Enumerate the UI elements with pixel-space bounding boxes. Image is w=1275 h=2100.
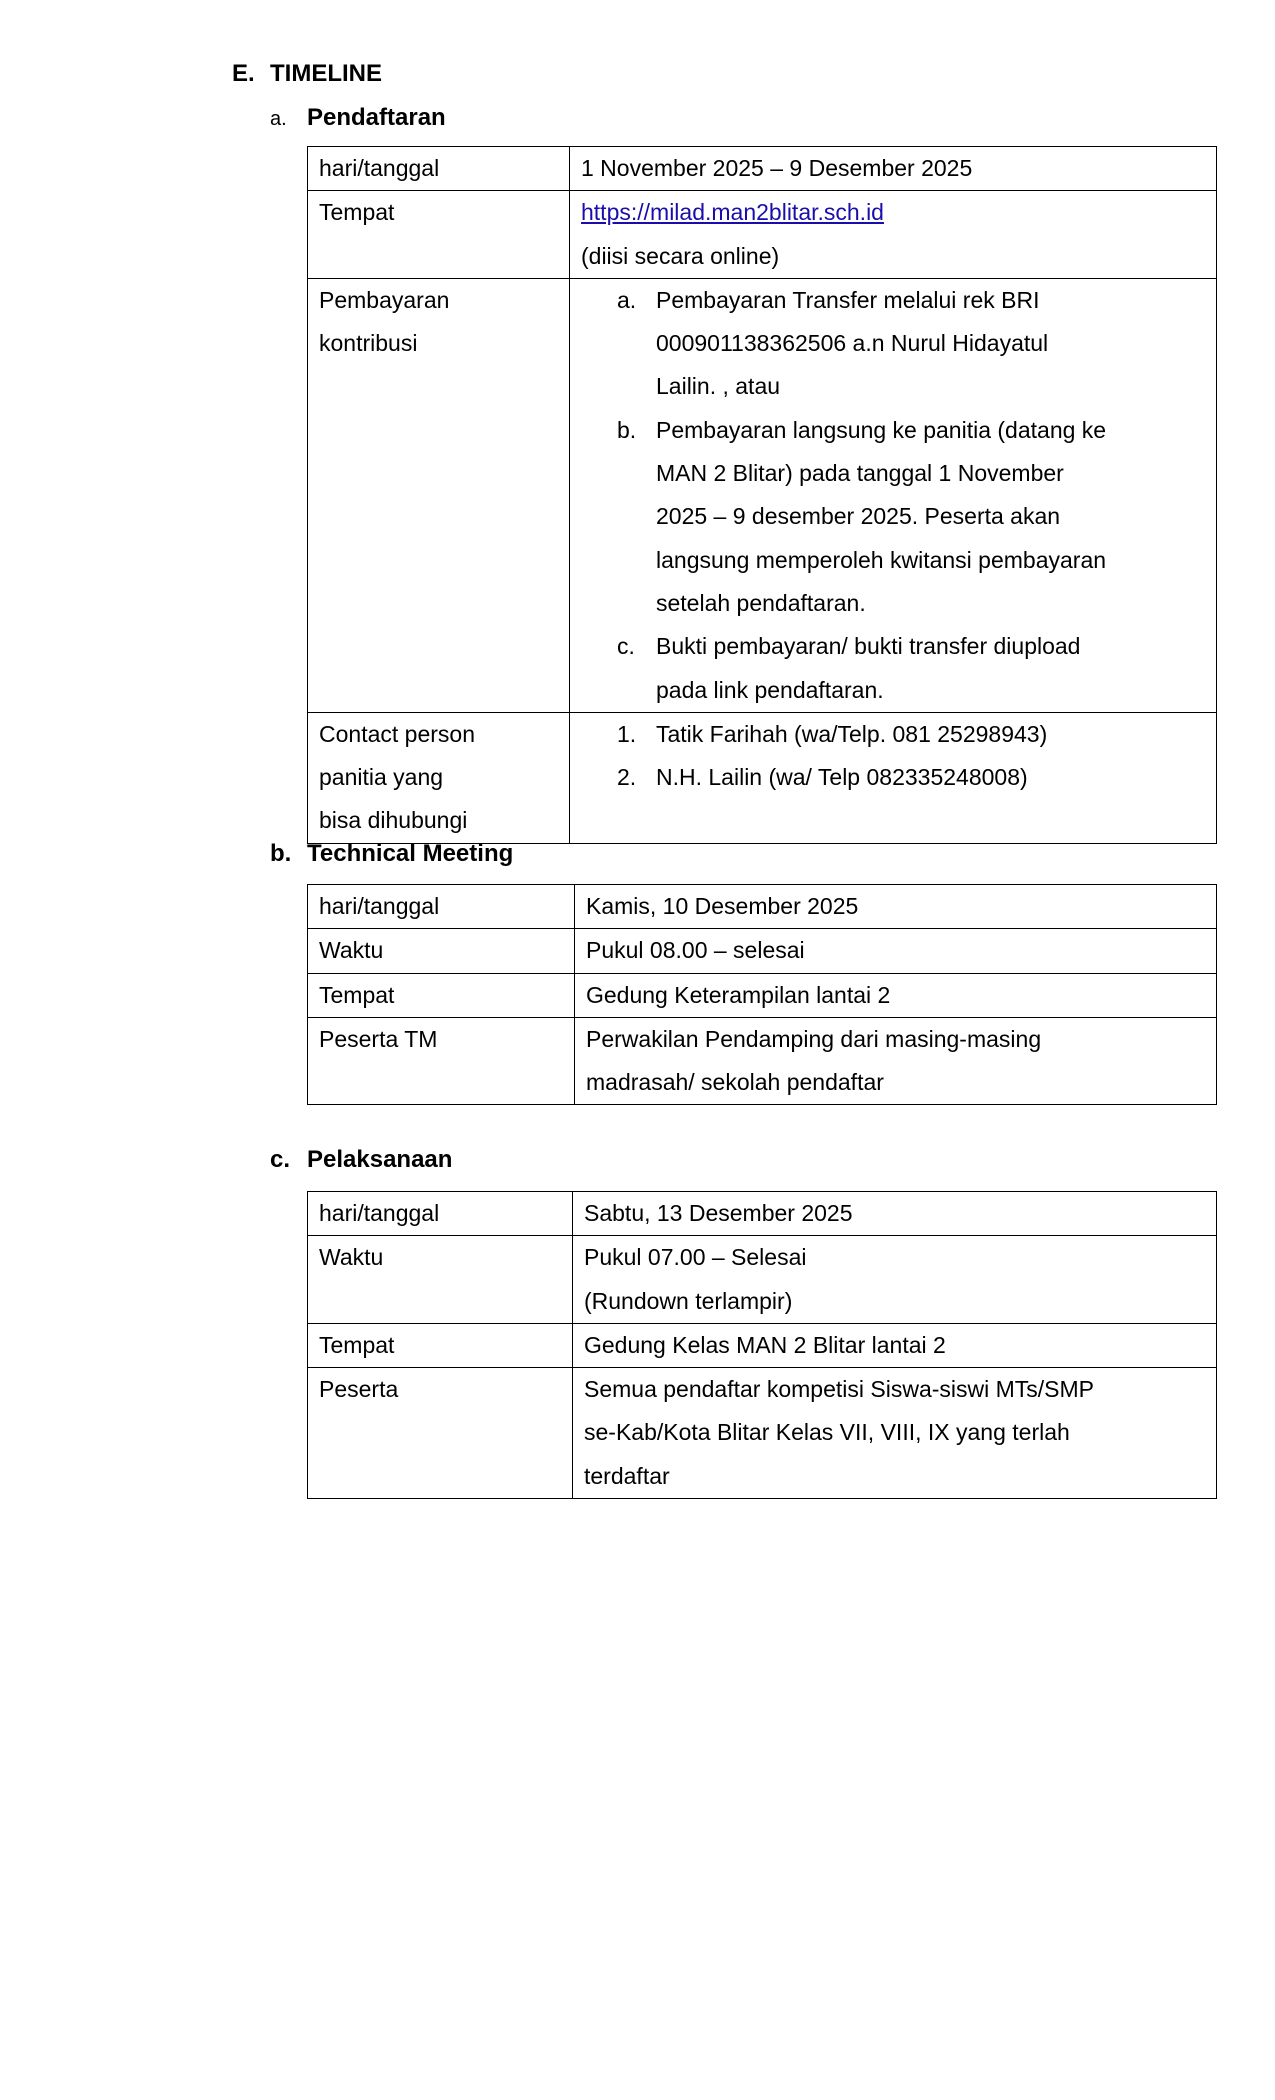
- pendaftaran-table: [307, 146, 1217, 844]
- participant-cell: [575, 1017, 1217, 1105]
- payment-label: [308, 278, 570, 712]
- registration-link[interactable]: https://milad.man2blitar.sch.id: [581, 199, 884, 226]
- time-label: Waktu: [308, 1236, 573, 1324]
- date-label: hari/tanggal: [308, 147, 570, 191]
- list-marker: 1.: [617, 720, 637, 747]
- pendaftaran-number: a.: [270, 108, 287, 130]
- pelaksanaan-table: [307, 1191, 1217, 1499]
- pelaksanaan-title: Pelaksanaan: [307, 1146, 453, 1173]
- list-marker: c.: [617, 633, 635, 660]
- place-label: Tempat: [308, 191, 570, 279]
- date-value: Kamis, 10 Desember 2025: [575, 885, 1217, 929]
- place-label: Tempat: [308, 973, 575, 1017]
- contact-label-line: bisa dihubungi: [319, 807, 468, 834]
- contact-person: Tatik Farihah (wa/Telp. 081 25298943): [656, 720, 1048, 747]
- list-item: [581, 756, 1205, 799]
- table-row: [308, 1192, 1217, 1236]
- table-row: [308, 278, 1217, 712]
- participant-line: se-Kab/Kota Blitar Kelas VII, VIII, IX yang terlah: [584, 1419, 1070, 1446]
- table-row: [308, 929, 1217, 973]
- payment-cell: [570, 278, 1217, 712]
- contact-person: N.H. Lailin (wa/ Telp 082335248008): [656, 764, 1028, 791]
- date-label: hari/tanggal: [308, 885, 575, 929]
- list-line: 2025 – 9 desember 2025. Peserta akan: [656, 503, 1061, 530]
- contact-label-line: panitia yang: [319, 764, 444, 791]
- list-marker: 2.: [617, 764, 637, 791]
- pendaftaran-title: Pendaftaran: [307, 104, 446, 131]
- participant-line: Semua pendaftar kompetisi Siswa-siswi MTs/SMP: [584, 1376, 1094, 1403]
- list-line: 000901138362506 a.n Nurul Hidayatul: [656, 330, 1049, 357]
- list-item: [581, 279, 1205, 409]
- table-row: [308, 885, 1217, 929]
- place-value: Gedung Keterampilan lantai 2: [575, 973, 1217, 1017]
- place-value: Gedung Kelas MAN 2 Blitar lantai 2: [573, 1323, 1217, 1367]
- list-line: pada link pendaftaran.: [656, 676, 884, 703]
- table-row: [308, 973, 1217, 1017]
- payment-label-line: Pembayaran: [319, 286, 450, 313]
- list-marker: b.: [617, 416, 637, 443]
- time-label: Waktu: [308, 929, 575, 973]
- contact-label: [308, 712, 570, 843]
- date-value: 1 November 2025 – 9 Desember 2025: [570, 147, 1217, 191]
- section-number: E.: [232, 60, 255, 87]
- payment-list: [581, 279, 1205, 712]
- contact-label-line: Contact person: [319, 720, 475, 747]
- place-cell: [570, 191, 1217, 279]
- table-row: [308, 1323, 1217, 1367]
- participant-line: madrasah/ sekolah pendaftar: [586, 1069, 884, 1096]
- pelaksanaan-number: c.: [270, 1146, 291, 1173]
- section-title: TIMELINE: [270, 60, 382, 87]
- technical-meeting-table: [307, 884, 1217, 1105]
- contact-list: [581, 713, 1205, 800]
- participant-line: terdaftar: [584, 1462, 670, 1489]
- place-label: Tempat: [308, 1323, 573, 1367]
- table-row: [308, 712, 1217, 843]
- participant-cell: [573, 1368, 1217, 1499]
- participant-label: Peserta: [308, 1368, 573, 1499]
- list-line: Pembayaran Transfer melalui rek BRI: [656, 286, 1040, 313]
- table-row: [308, 1368, 1217, 1499]
- table-row: [308, 147, 1217, 191]
- section-heading: [232, 58, 382, 90]
- place-note: (diisi secara online): [581, 242, 780, 269]
- participant-label: Peserta TM: [308, 1017, 575, 1105]
- list-item: [581, 713, 1205, 756]
- time-note: (Rundown terlampir): [584, 1287, 793, 1314]
- time-cell: [573, 1236, 1217, 1324]
- pendaftaran-heading: [270, 102, 446, 135]
- contact-cell: [570, 712, 1217, 843]
- technical-meeting-title: Technical Meeting: [307, 840, 514, 867]
- time-value: Pukul 08.00 – selesai: [575, 929, 1217, 973]
- list-item: [581, 625, 1205, 712]
- pelaksanaan-heading: [270, 1144, 452, 1176]
- participant-line: Perwakilan Pendamping dari masing-masing: [586, 1025, 1042, 1052]
- list-line: setelah pendaftaran.: [656, 589, 866, 616]
- date-label: hari/tanggal: [308, 1192, 573, 1236]
- list-item: [581, 409, 1205, 625]
- list-line: MAN 2 Blitar) pada tanggal 1 November: [656, 460, 1064, 487]
- date-value: Sabtu, 13 Desember 2025: [573, 1192, 1217, 1236]
- payment-label-line: kontribusi: [319, 330, 418, 357]
- technical-meeting-heading: [270, 838, 513, 870]
- list-line: Pembayaran langsung ke panitia (datang ke: [656, 416, 1107, 443]
- list-marker: a.: [617, 286, 637, 313]
- table-row: [308, 191, 1217, 279]
- technical-meeting-number: b.: [270, 840, 292, 867]
- table-row: [308, 1236, 1217, 1324]
- time-value: Pukul 07.00 – Selesai: [584, 1244, 807, 1271]
- list-line: langsung memperoleh kwitansi pembayaran: [656, 546, 1107, 573]
- list-line: Lailin. , atau: [656, 373, 781, 400]
- list-line: Bukti pembayaran/ bukti transfer diupload: [656, 633, 1081, 660]
- table-row: [308, 1017, 1217, 1105]
